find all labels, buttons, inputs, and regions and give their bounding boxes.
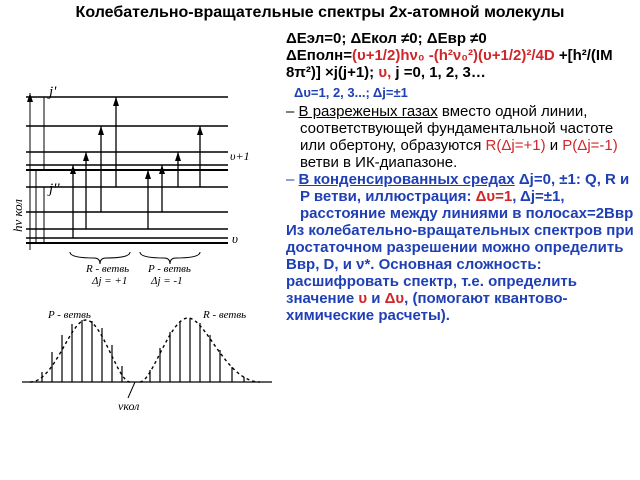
text-block [286, 30, 636, 324]
paragraph-condensed: – В конденсированных средах Δj=0, ±1: Q, R и P ветви, иллюстрация: Δυ=1, Δj=±1, расстояние между линиями в полосах=2Bвр [286, 171, 634, 222]
energy-level-diagram [0, 0, 290, 480]
delta-j-plus-label: Δj = +1 [92, 275, 128, 287]
j-double-prime-label: j'' [49, 181, 60, 197]
page-title: Колебательно-вращательные спектры 2х-атомной молекулы [75, 4, 565, 21]
p-branch-label: P - ветвь [148, 263, 191, 275]
r-branch-bottom-label: R - ветвь [203, 309, 247, 321]
nu-kol-label: νкол [118, 399, 140, 413]
delta-j-minus-label: Δj = -1 [151, 275, 183, 287]
equation-1: ΔEэл=0; ΔEкол ≠0; ΔEвр ≠0 [286, 30, 487, 47]
r-branch-label: R - ветвь [86, 263, 130, 275]
j-prime-label: j' [49, 84, 57, 100]
p-branch-bottom-label: P - ветвь [48, 309, 91, 321]
selection-rule: Δυ=1, 2, 3...; Δj=±1 [294, 85, 408, 100]
paragraph-conclusion: Из колебательно-вращательных спектров при достаточном разрешении можно определить Bвр, D, и ν*. Основная сложность: расшифровать спектр, т.е. определить значение υ и Δυ, (помогают квантово-химические расчеты). [286, 222, 634, 324]
h-nu-kol-label: hν кол [10, 199, 25, 232]
equation-2: ΔEполн=(υ+1/2)hν₀ -(h²ν₀²)(υ+1/2)²/4D +[h²/(IM 8π²)] ×j(j+1); υ, j =0, 1, 2, 3… [286, 47, 613, 81]
level-v-plus-1-label: υ+1 [230, 149, 250, 163]
level-v-label: υ [232, 231, 238, 246]
paragraph-gases: – В разреженых газах вместо одной линии, соответствующей фундаментальной частоте или обертону, образуются R(Δj=+1) и P(Δj=-1) ветви в ИК-диапазоне. [286, 103, 618, 171]
